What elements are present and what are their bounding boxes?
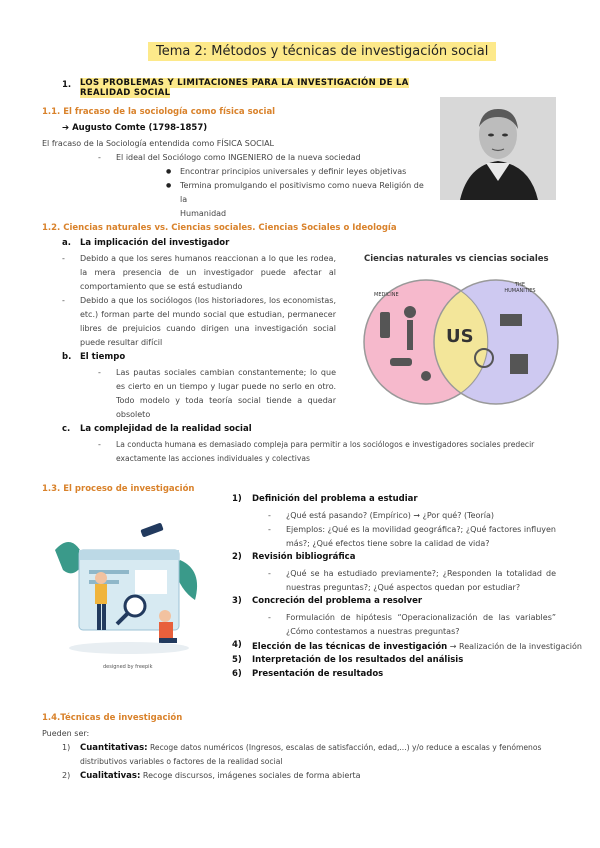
dash-marker: - (268, 613, 271, 622)
step-3-title: Concreción del problema a resolver (252, 596, 423, 606)
venn-left-label: MEDICINE (374, 292, 399, 298)
dash-marker: - (268, 569, 271, 578)
step-4-line (252, 640, 582, 654)
s12-b-d1: Las pautas sociales cambian constantemente; lo que es cierto en un tiempo y lugar puede no serlo en otro. Todo modelo y toda teoría social tiende a quedar obsoleto (116, 368, 336, 419)
dash-marker: - (62, 296, 65, 305)
s12-c-d1-line1: La conducta humana es demasiado compleja para permitir a los sociólogos e investigadores sociales predecir (116, 440, 535, 449)
s11-bullet1: ● Encontrar principios universales y definir leyes objetivas (180, 165, 406, 179)
s14-item-2 (80, 769, 560, 783)
step-4-number: 4) (232, 640, 242, 650)
dash-marker: - (268, 525, 271, 534)
section-1-heading-line1: LOS PROBLEMAS Y LIMITACIONES PARA LA INVESTIGACIÓN DE LA (80, 78, 409, 88)
s12-a-title: La implicación del investigador (80, 238, 230, 248)
s14-item-2-number: 2) (62, 771, 71, 780)
s12-a-label: a. (62, 238, 71, 248)
venn-title: Ciencias naturales vs ciencias sociales (364, 254, 549, 264)
s11-dash1: El ideal del Sociólogo como INGENIERO de la nueva sociedad (116, 153, 361, 162)
step-5-number: 5) (232, 655, 242, 665)
step-2-title: Revisión bibliográfica (252, 552, 356, 562)
step-4-rest: → Realización de la investigación (447, 642, 582, 651)
s12-a-d2: Debido a que los sociólogos (los historiadores, los economistas, etc.) forman parte del mundo social que estudian, permanecer libres de prejuicios cuando dirigen una investigación social puede resultar difícil (80, 296, 336, 347)
s14-item-2-text: Recoge discursos, imágenes sociales de forma abierta (140, 771, 361, 780)
page-title-text: Tema 2: Métodos y técnicas de investigación social (156, 44, 489, 59)
illustration-credit: designed by freepik (103, 664, 153, 670)
step-4-title: Elección de las técnicas de investigación (252, 642, 448, 652)
s14-item-1-title: Cuantitativas: (80, 743, 148, 753)
s14-item-1 (80, 741, 560, 769)
s11-bullet2-line1: Termina promulgando el positivismo como nueva Religión de la (180, 181, 424, 204)
author-name: Augusto Comte (1798-1857) (72, 123, 208, 133)
s14-heading: 1.4.Técnicas de investigación (42, 713, 183, 723)
step-1-detail-1: ¿Qué está pasando? (Empírico) ➞ ¿Por qué? (Teoría) (286, 511, 494, 520)
s12-c-title: La complejidad de la realidad social (80, 424, 252, 434)
venn-center-label: US (446, 326, 474, 347)
arrow-right-icon: ➔ (62, 123, 70, 133)
dash-marker: - (98, 440, 101, 449)
dash-marker: - (62, 254, 65, 263)
venn-diagram (350, 246, 570, 408)
illustration-svg (55, 510, 205, 660)
s13-heading: 1.3. El proceso de investigación (42, 484, 195, 494)
step-2-number: 2) (232, 552, 242, 562)
step-1-number: 1) (232, 494, 242, 504)
step-6-title: Presentación de resultados (252, 669, 384, 679)
s12-b-title: El tiempo (80, 352, 126, 362)
step-3-detail-1: Formulación de hipótesis “Operacionalización de las variables” ¿Cómo contestamos a nuestras preguntas? (286, 613, 556, 636)
s14-item-1-number: 1) (62, 743, 71, 752)
dash-marker: - (98, 153, 101, 162)
s11-heading: 1.1. El fracaso de la sociología como física social (42, 107, 276, 117)
s14-item-2-title: Cualitativas: (80, 771, 141, 781)
step-6-number: 6) (232, 669, 242, 679)
s12-c-d1-line2: exactamente las acciones individuales y colectivas (116, 454, 310, 463)
dash-marker: - (268, 511, 271, 520)
s11-bullet2-line2: Humanidad (180, 209, 227, 218)
dash-marker: - (98, 368, 101, 377)
portrait-image (440, 97, 556, 200)
comte-portrait (440, 97, 556, 200)
section-1-heading-line2: REALIDAD SOCIAL (80, 88, 171, 98)
s12-a-d1: Debido a que los seres humanos reaccionan a lo que les rodea, la mera presencia de un investigador puede afectar al comportamiento que se está estudiando (80, 254, 336, 291)
research-illustration (55, 510, 205, 680)
s11-bullet2 (180, 179, 432, 221)
step-3-number: 3) (232, 596, 242, 606)
page-title (148, 42, 496, 61)
step-5-title: Interpretación de los resultados del análisis (252, 655, 464, 665)
step-1-detail-2: Ejemplos: ¿Qué es la movilidad geográfica?; ¿Qué factores influyen más?; ¿Qué efectos tiene sobre la calidad de vida? (286, 525, 556, 548)
step-2-detail-1: ¿Qué se ha estudiado previamente?; ¿Responden la totalidad de nuestras preguntas?; ¿Qué aspectos quedan por estudiar? (286, 569, 556, 592)
s11-line1: El fracaso de la Sociología entendida como FÍSICA SOCIAL (42, 139, 275, 148)
section-1-number: 1. (62, 80, 72, 90)
s12-b-label: b. (62, 352, 72, 362)
venn-right-label: THE HUMANITIES (504, 282, 536, 294)
s14-item-1-text: Recoge datos numéricos (Ingresos, escalas de satisfacción, edad,...) y/o reduce a escalas y fenómenos distributivos variables o factores de la realidad social (80, 743, 542, 766)
section-1-heading (80, 78, 432, 98)
s11-author (62, 123, 207, 133)
step-1-title: Definición del problema a estudiar (252, 494, 418, 504)
s12-c-label: c. (62, 424, 71, 434)
s12-heading: 1.2. Ciencias naturales vs. Ciencias sociales. Ciencias Sociales o Ideología (42, 223, 397, 233)
s14-intro: Pueden ser: (42, 729, 90, 738)
s12-c-d1 (116, 438, 566, 466)
